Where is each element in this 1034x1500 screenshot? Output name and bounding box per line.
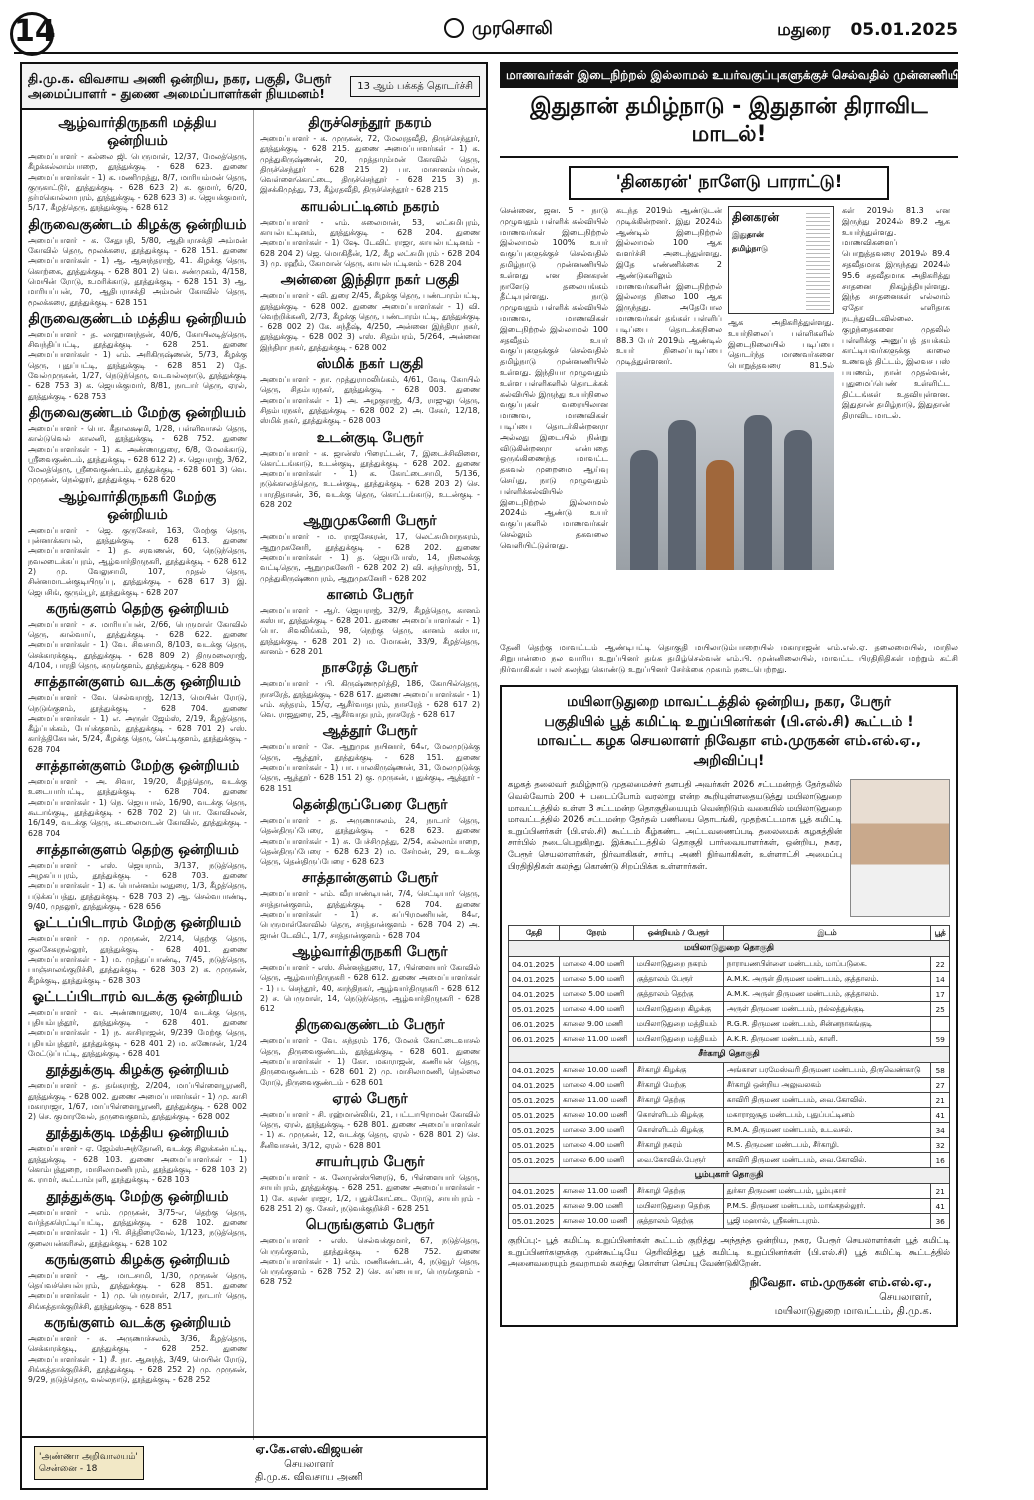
- newspaper-clip: [728, 206, 834, 371]
- table-row: [509, 987, 950, 1002]
- table-cell: 58: [931, 1063, 950, 1078]
- story-column-4: கள் 2019ல் 81.3 என இருந்து 2024ல் 89.2 ஆக உயர்ந்துள்ளது. மாணவிகளைப் பொறுத்தவரை 2019ல் 89.4 சதவீதமாக இருந்தது 2024ல் 95.6 சதவீதமாக அதிகரித்து சாதனை நிகழ்த்தியுள்ளது. இந்த சாதனைகள் எல்லாம் ஏதோ எளிதாக நடந்துவிடவில்லை. குழந்தைகளை முதலில் பள்ளிக்கு அனுப்பத் தயக்கம் காட்டியவர்களுக்கு காலை உணவுத் திட்டம், இலவச பஸ் பயணம், நான் முதல்வன், புதுமைப்பெண் உள்ளிட்ட திட்டங்கள் உதவியுள்ளன. இதுதான் தமிழ்நாடு, இதுதான் திராவிட மாடல்.: [842, 206, 950, 421]
- section-title: திருவைகுண்டம் கிழக்கு ஒன்றியம்: [28, 216, 247, 233]
- section-title: தூத்துக்குடி மேற்கு ஒன்றியம்: [46, 1188, 229, 1205]
- table-row: [509, 1093, 950, 1108]
- table-cell: A.K.R. திருமண மண்டபம், காளி.: [723, 1032, 931, 1047]
- table-group-row: [509, 1168, 950, 1184]
- table-cell: 05.01.2025: [509, 1153, 560, 1168]
- section-text: அமைப்பாளர் - த. லாஹானந்தன், 40/6, கோயிலடித்தெரு, சிவந்திப்பட்டி, தூத்துக்குடி - 628 251. துணை அமைப்பாளர்கள் - 1) எம். அரிகிருஷ்ணன், 5/73, கீழக்கு தெரு, புதுப்பட்டி, தூத்துக்குடி - 628 851 2) தே. வேல்முருகன், 1/27, நெடுந்தெரு, வடவல்லநாடு, தூத்துக்குடி - 628 753 3) க. ஜெயக்குமார், 8/81, நாடார் தெரு, ஏரல், தூத்துக்குடி - 628 753: [28, 329, 247, 401]
- table-cell: சீர்காழி ஒன்றிய அலுவலகம்: [723, 1078, 931, 1093]
- table-cell: 06.01.2025: [509, 1032, 560, 1047]
- table-cell: காலை 10.00 மணி: [559, 1063, 633, 1078]
- appointments-header: [22, 64, 486, 110]
- table-row: [509, 1123, 950, 1138]
- announcement-title: மயிலாடுதுறை மாவட்டத்தில் ஒன்றிய, நகர, பேரூர் பகுதியில் பூத் கமிட்டி உறுப்பினர்கள் (பி.எல்.சி) கூட்டம் ! மாவட்ட கழக செயலாளர் நிவேதா எம்.முருகன் எம்.எல்.ஏ., அறிவிப்பு!: [536, 694, 922, 769]
- table-cell: மயிலாடுதுறை கிழக்கு: [633, 1002, 723, 1017]
- table-cell: மாலை 5.00 மணி: [559, 987, 633, 1002]
- table-cell: அங்காள பரமேஸ்வரி திருமண மண்டபம், திருவெண்காடு: [723, 1063, 931, 1078]
- table-cell: மயிலாடுதுறை மத்தியம்: [633, 1032, 723, 1047]
- continued-badge: 13 ஆம் பக்கத் தொடர்ச்சி: [350, 76, 480, 97]
- section-title: ஓட்டப்பிடாரம் வடக்கு ஒன்றியம்: [32, 988, 243, 1005]
- appointment-section: [28, 674, 247, 755]
- appointments-body: [22, 110, 486, 1440]
- table-cell: 04.01.2025: [509, 957, 560, 972]
- appointment-section: [260, 1217, 480, 1287]
- table-cell: 41: [931, 1199, 950, 1214]
- table-cell: 32: [931, 1138, 950, 1153]
- signer-wing: தி.மு.க. விவசாய அணி: [255, 1472, 363, 1484]
- table-cell: சீர்காழி தெற்கு: [633, 1093, 723, 1108]
- table-row: [509, 1063, 950, 1078]
- table-cell: R.M.A. திருமண மண்டபம், உடவசல்.: [723, 1123, 931, 1138]
- appointment-section: [28, 405, 247, 486]
- section-text: அமைப்பாளர் - வி. துரை 2/45, கீழக்கு தெரு, பண்டாரம்பட்டி, தூத்துக்குடி - 628 002. துணை அமைப்பாளர்கள் - 1) வி. வெற்றிக்கனி, 2/73, கீழக்கு தெரு, பண்டாரம்பட்டி, தூத்துக்குடி - 628 002 2) கே. சந்தீஷ், 4/250, அன்னை இந்திரா நகர், தூத்துக்குடி - 628 002 3) எஸ். சிதம்பரம், 5/264, அன்னை இந்திரா நகர், தூத்துக்குடி - 628 002: [260, 291, 480, 352]
- section-title: காயல்பட்டினம் நகரம்: [300, 198, 440, 215]
- appointment-section: [28, 1252, 247, 1312]
- appointment-section: [260, 513, 480, 583]
- appointment-section: [260, 1154, 480, 1214]
- table-cell: 22: [931, 957, 950, 972]
- section-text: அமைப்பாளர் - க. சேதுபதி, 5/80, ஆதிபராசக்தி அம்மன் கோவில் தெரு, மூலக்கரை, தூத்துக்குடி - 628 151. துணை அமைப்பாளர்கள் - 1) ஆ. ஆனந்தராஜ், 41. கிழக்கு தெரு, கொற்கை, தூத்துக்குடி - 628 801 2) வெ. சண்முகம், 4/158, மெயின் ரோடு, உமரிக்காடு, தூத்துக்குடி - 628 151 3) ஆ. மாரியப்பன், 70, ஆதிபராசக்தி அம்மன் கோவில் தெரு, மூலக்கரை, தூத்துக்குடி - 628 151: [28, 235, 247, 307]
- table-cell: மாலை 4.00 மணி: [559, 1078, 633, 1093]
- table-header: தேதி: [509, 926, 560, 941]
- section-title: கருங்குளம் கிழக்கு ஒன்றியம்: [45, 1251, 230, 1268]
- section-text: அமைப்பாளர் - ம. ராஜசேகரன், 17, லெட்சுமிமாநகரம், ஆறுமுகனேரி, தூத்துக்குடி - 628 202. துணை அமைப்பாளர்கள் - 1) த. ஜெயபோஸ், 14, நிலைக்கு வட்டிதெரு, ஆறுமுகனேரி - 628 202 2) வி. சுந்தர்ராஜ், 51, முத்துகிருஷ்ணாபுரம், ஆறுமுகனேரி - 628 202: [260, 532, 480, 583]
- appointment-section: [260, 660, 480, 720]
- section-title: கருங்குளம் வடக்கு ஒன்றியம்: [44, 1315, 231, 1332]
- photo-caption: தேனி தெற்கு மாவட்டம் ஆண்டிபட்டி தொகுதி மயிலாடும்பாறையில் மகாராஜன் எம்.எல்.ஏ. தலைமையில், மாநில சிறுபான்மை நல வாரிய உறுப்பினர் தங்க தமிழ்செல்வன் எம்.பி. முன்னிலையில், மாவட்ட பிரதிநிதிகள் மற்றும் கட்சி நிர்வாகிகள் பலர் கலந்து கொண்டு உறுப்பினர் சேர்க்கை முகாம் நடைபெற்றது.: [500, 642, 958, 674]
- table-cell: காவிரி திருமண மண்டபம், வை.கோவில்.: [723, 1153, 931, 1168]
- table-cell: சீர்காழி நகரம்: [633, 1138, 723, 1153]
- table-cell: மாலை 6.00 மணி: [559, 1153, 633, 1168]
- table-cell: M.S. திருமண மண்டபம், சீர்காழி.: [723, 1138, 931, 1153]
- table-cell: மயிலாடுதுறை தெற்கு: [633, 1199, 723, 1214]
- appointments-subcolumn-a: [22, 110, 254, 1440]
- table-cell: கொள்ளிடம் கிழக்கு: [633, 1123, 723, 1138]
- table-cell: பூஜி மஹால், ஸ்ரீகண்டபுரம்.: [723, 1214, 931, 1229]
- table-cell: 34: [931, 1123, 950, 1138]
- section-title: திருவைகுண்டம் மத்திய ஒன்றியம்: [28, 310, 247, 327]
- appointment-section: [260, 272, 480, 353]
- table-cell: 06.01.2025: [509, 1017, 560, 1032]
- constituency-name: பூம்புகார் தொகுதி: [509, 1168, 950, 1184]
- table-cell: காலை 9.00 மணி: [559, 1199, 633, 1214]
- table-cell: சீர்காழி மேற்கு: [633, 1078, 723, 1093]
- section-text: அமைப்பாளர் - பொ. கீதாலக்ஷமி, 1/28, பள்ளிவாசல் தெரு, கால்டுவெல் காலனி, தூத்துக்குடி - 628 752. துணை அமைப்பாளர்கள் - 1) க. அண்ணாதுரை, 6/8, மேலக்காடு, ஸ்ரீவைகுண்டம், தூத்துக்குடி - 628 612 2) ச. ஜெயராஜ், 3/62, மேலத்தெரு, ஸ்ரீவைகுண்டம், தூத்துக்குடி - 628 601 3) வெ. முருகன், நெல்லூர், தூத்துக்குடி - 628 620: [28, 423, 247, 485]
- clip-title: இதுதான் தமிழ்நாடு: [732, 229, 768, 253]
- section-text: அமைப்பாளர் - சு. அருணாச்சலம், 3/36, கீழத்தெரு, செக்காரக்குடி, தூத்துக்குடி - 628 252. துணை அமைப்பாளர்கள் - 1) சீ. நா. ஆனந்த், 3/49, மெயின் ரோடு, சிங்கத்தாக்குறிச்சி, தூத்துக்குடி - 628 252 2) மு. முருகன், 9/29, நடுத்தெரு, வல்லநாடு, தூத்துக்குடி - 628 252: [28, 1334, 247, 1385]
- constituency-name: மயிலாடுதுறை தொகுதி: [509, 941, 950, 957]
- table-cell: காலை 9.00 மணி: [559, 1017, 633, 1032]
- clip-text-lines: [806, 210, 830, 310]
- table-cell: நாராயணபிள்ளை மண்டபம், மாப்படுகை.: [723, 957, 931, 972]
- section-text: அமைப்பாளர் - ஆ. மாடசாமி, 1/30, முருகன் தெரு, தெய்வச்செயல்புரம், தூத்துக்குடி - 628 851. துணை அமைப்பாளர்கள் - 1) மு. பெருமாள், 2/17, நாடார் தெரு, சிங்கத்தாக்குறிச்சி, தூத்துக்குடி - 628 851: [28, 1270, 247, 1311]
- table-cell: காலை 11.00 மணி: [559, 1032, 633, 1047]
- section-title: பெருங்குளம் பேரூர்: [305, 1217, 435, 1234]
- appointment-section: [28, 842, 247, 912]
- section-text: அமைப்பாளர் - அ. சிவா, 19/20, கீழத்தெரு, வடக்கு உடையார்பட்டி, தூத்துக்குடி - 628 704. துணை அமைப்பாளர்கள் - 1) நெ. ஜெயபால், 16/90, வடக்கு தெரு, கூடாங்குடி, தூத்துக்குடி - 628 702 2) பொ. கோவிலன், 16/149, வடக்கு தெரு, சுடலைமாடன் கோவில், தூத்துக்குடி - 628 704: [28, 777, 247, 838]
- section-title: ஓட்டப்பிடாரம் மேற்கு ஒன்றியம்: [33, 915, 242, 932]
- table-row: [509, 1199, 950, 1214]
- section-title: கருங்குளம் தெற்கு ஒன்றியம்: [46, 600, 229, 617]
- table-cell: P.M.S. திருமண மண்டபம், மாங்கநல்லூர்.: [723, 1199, 931, 1214]
- table-cell: 04.01.2025: [509, 1063, 560, 1078]
- section-title: தூத்துக்குடி கிழக்கு ஒன்றியம்: [46, 1062, 229, 1079]
- section-text: அமைப்பாளர் - வ. அண்ணாதுரை, 10/4 வடக்கு தெரு, புதியம்புத்தூர், தூத்துக்குடி - 628 401. துணை அமைப்பாளர்கள் - 1) ந. காசிராஜன், 9/239 மேற்கு தெரு, புதியம்புத்தூர், தூத்துக்குடி - 628 401 2) ம. கணேசன், 1/24 மேட்டுப்பட்டி, தூத்துக்குடி - 628 401: [28, 1007, 247, 1058]
- section-title: சாத்தான்குளம் வடக்கு ஒன்றியம்: [34, 674, 241, 691]
- table-cell: 05.01.2025: [509, 1108, 560, 1123]
- table-cell: 04.01.2025: [509, 987, 560, 1002]
- clip-logo: தினகரன்: [732, 210, 779, 224]
- table-cell: 04.01.2025: [509, 1184, 560, 1199]
- section-text: அமைப்பாளர் - ஏ. ஜேம்ஸ்அந்தோனி, வடக்கு சிலுக்கன்பட்டி, தூத்துக்குடி - 628 103. துணை அமைப்பாளர்கள் - 1) கொம்புத்துறை, மாசிலாமணிபுரம், தூத்துக்குடி - 628 103 2) க. ராமர், கூட்டாம்புளி, தூத்துக்குடி - 628 103: [28, 1144, 247, 1185]
- secretary-portrait: [850, 779, 950, 917]
- announcement-signature: நிவேதா. எம்.முருகன் எம்.எல்.ஏ., செயலாளர், மயிலாடுதுறை மாவட்டம், தி.மு.க.: [749, 1274, 932, 1317]
- table-row: [509, 1153, 950, 1168]
- section-title: ஆழ்வார்திருநகரி பேரூர்: [292, 943, 448, 960]
- section-title: திருவைகுண்டம் பேரூர்: [295, 1017, 445, 1034]
- table-group-row: [509, 941, 950, 957]
- table-header: ஒன்றியம் / பேரூர்: [633, 926, 723, 941]
- table-header: இடம்: [723, 926, 931, 941]
- table-cell: மாலை 4.00 மணி: [559, 1002, 633, 1017]
- page-number: 14: [14, 14, 56, 49]
- section-title: தென்திருப்பேரை பேரூர்: [292, 796, 448, 813]
- appointment-section: [28, 601, 247, 671]
- signer-name: ஏ.கே.எஸ்.விஜயன்: [255, 1442, 363, 1457]
- section-text: அமைப்பாளர் - கல்லை ஜி. பெருமாள், 12/37, மேலத்தெரு, கீழக்கல்லாம்பாறை, தூத்துக்குடி - 628 623. துணை அமைப்பாளர்கள் - 1) க. மணிமுத்து, 8/7, மாரியம்மன் தெரு, குருகாட்டூர், தூத்துக்குடி - 628 623 2) க. குமார், 6/20, தர்மகொல்லாபுரம், தூத்துக்குடி - 628 623 3) ச. ஜெயக்குமார், 5/17, கீழத்தெரு, தூத்துக்குடி - 628 612: [28, 152, 247, 213]
- table-cell: 14: [931, 972, 950, 987]
- table-cell: சீர்காழி கிழக்கு: [633, 1063, 723, 1078]
- section-text: அமைப்பாளர் - எஸ். சின்னத்துரை, 17, பிள்ளையார் கோவில் தெரு, ஆழ்வார்திருநகரி - 628 612. துணை அமைப்பாளர்கள் - 1) ப. செந்தூர், 40, காந்திநகர், ஆழ்வார்திருநகரி - 628 612 2) ச. பெருமாள், 14, நெடுந்தெரு, ஆழ்வார்திருநகரி - 628 612: [260, 962, 480, 1014]
- section-title: கானம் பேரூர்: [326, 586, 414, 603]
- table-row: [509, 957, 950, 972]
- table-row: [509, 1078, 950, 1093]
- section-title: சாத்தான்குளம் தெற்கு ஒன்றியம்: [36, 841, 239, 858]
- news-column: [500, 62, 1034, 1327]
- section-title: ஸ்மிக் நகர் பகுதி: [316, 356, 424, 373]
- section-title: உடன்குடி பேரூர்: [316, 429, 424, 446]
- edition-info: [757, 20, 958, 42]
- story-column-1: சென்னை, ஜன. 5 - நாடு முழுவதும் பள்ளிக் கல்வியில் மாணவர்கள் இடைநிற்றல் இல்லாமல் 100% உயர் வகுப்புகளுக்குச் செல்வதில் தமிழ்நாடு முன்னணியில் உள்ளது என தினகரன் நாளேடு தலையங்கம் தீட்டியுள்ளது. நாடு முழுவதும் பள்ளிக் கல்வியில் மாணவ, மாணவிகள் இடைநிற்றல் இல்லாமல் 100 சதவீதம் உயர் வகுப்புகளுக்குச் செல்வதில் தமிழ்நாடு முன்னணியில் உள்ளது. இந்தியா முழுவதும் உள்ள பள்ளிகளில் தொடக்கக் கல்வியில் இருந்து உயர்நிலை வகுப்புகள் வரையிலான மாணவ, மாணவிகள் படிப்பை தொடர்கின்றனரா அல்லது இடையில் நின்று விடுகின்றனரா என்பதை ஒருங்கிணைந்த மாவட்ட தகவல் முறைமை ஆய்வு செய்து, நாடு முழுவதும் பள்ளிக்கல்வியில் இடைநிற்றல் இல்லாமல் 2024ம் ஆண்டு உயர் வகுப்புகளில் மாணவர்கள் செல்லும் தகவலை வெளியிட்டுள்ளது.: [500, 206, 608, 550]
- appointment-section: [260, 797, 480, 867]
- appointment-section: [260, 115, 480, 196]
- appointment-section: [260, 1091, 480, 1151]
- story-column-3: ஆக அதிகரித்துள்ளது. உயர்நிலைப் பள்ளிகளில் இடைநிலையில் படிப்பை தொடர்ந்த மாணவர்களை பொறுத்தவரை 81.5ல்: [728, 318, 834, 371]
- table-row: [509, 1108, 950, 1123]
- table-cell: 05.01.2025: [509, 1002, 560, 1017]
- table-row: [509, 1138, 950, 1153]
- page-header: [14, 12, 958, 54]
- section-text: அமைப்பாளர் - க. முருகன், 72, மேலரதவீதி, திருச்செந்தூர், தூத்துக்குடி - 628 215. துணை அமைப்பாளர்கள் - 1) க. முத்துகிருஷ்ணன், 20, முத்தாரம்மன் கோவில் தெரு, திருச்செந்தூர் - 628 215 2) பா. மாசானம்பர்மன், வெள்ளைகொட்டை, திருச்செந்தூர் - 628 215 3) ந. இசக்கிமுத்து, 73, கீழ்ரதவீதி, திருச்செந்தூர் - 628 215: [260, 134, 480, 195]
- top-banner: மாணவர்கள் இடைநிற்றல் இல்லாமல் உயர்வகுப்புகளுக்குச் செல்வதில் முன்னணியில் தமிழ்நாடு!: [500, 62, 958, 88]
- table-cell: துர்கா திருமண மண்டபம், பூம்புகார்: [723, 1184, 931, 1199]
- table-cell: காலை 10.00 மணி: [559, 1214, 633, 1229]
- event-photo: [616, 372, 834, 570]
- section-title: சாயர்புரம் பேரூர்: [315, 1154, 425, 1171]
- table-cell: வை.கோவில்.பேரூர்: [633, 1153, 723, 1168]
- table-row: [509, 1214, 950, 1229]
- table-cell: 21: [931, 1184, 950, 1199]
- appointment-section: [28, 989, 247, 1059]
- appointment-section: [28, 1125, 247, 1185]
- section-title: ஆறுமுகனேரி பேரூர்: [303, 513, 437, 530]
- section-title: தூத்துக்குடி மத்திய ஒன்றியம்: [46, 1125, 229, 1142]
- appointment-section: [28, 311, 247, 402]
- appointment-section: [260, 723, 480, 793]
- section-text: அமைப்பாளர் - எஸ். ஜெயராம், 3/137, நடுத்தெரு, அழகப்பபுரம், தூத்துக்குடி - 628 703. துணை அமைப்பாளர்கள் - 1) க. பொன்னம்பலதுரை, 1/3, கீழத்தெரு, படுக்கப்பத்து, தூத்துக்குடி - 628 703 2) ஆ. செல்வபாண்டி, 9/40, முதலூர், தூத்துக்குடி - 628 656: [28, 860, 247, 912]
- table-cell: 21: [931, 1093, 950, 1108]
- table-cell: காவிரி திருமண மண்டபம், வை.கோவில்.: [723, 1093, 931, 1108]
- section-text: அமைப்பாளர் - க. லோரன்ஸ்பிரைடு, 6, பிள்ளையார் தெரு, சாயர்புரம், தூத்துக்குடி - 628 251. துணை அமைப்பாளர்கள் - 1) சே. கரண் ராஜா, 1/2, புதுக்கோட்டை ரோடு, சாயர்புரம் - 628 251 2) கு. சேகர், நடுவக்குறிச்சி - 628 251: [260, 1173, 480, 1213]
- section-text: அமைப்பாளர் - மு. முருகன், 2/214, தெற்கு தெரு, குலசேகரநல்லூர், தூத்துக்குடி - 628 401. துணை அமைப்பாளர்கள் - 1) ம. முத்துப்பாண்டி, 7/45, நடுத்தெரு, பாஞ்சாலங்குறிச்சி, தூத்துக்குடி - 628 303 2) க. முருகன், கீழக்குடி, தூத்துக்குடி - 628 303: [28, 934, 247, 985]
- appointment-section: [28, 1315, 247, 1385]
- appointment-section: [28, 1189, 247, 1249]
- appointment-section: [28, 489, 247, 598]
- table-cell: 16: [931, 1153, 950, 1168]
- table-cell: 05.01.2025: [509, 1214, 560, 1229]
- section-text: அமைப்பாளர் - த. அருணாசலம், 24, நாடார் தெரு, தென்திருப்பேரை, தூத்துக்குடி - 628 623. துணை அமைப்பாளர்கள் - 1) சு. பேச்சிமுத்து, 2/54, கல்லாம்பாறை, தென்திருப்பேரை - 628 623 2) ம. சேர்மன், 29, வடக்கு தெரு, தென்திருப்பேரை - 628 623: [260, 815, 480, 867]
- table-cell: 59: [931, 1032, 950, 1047]
- section-text: அமைப்பாளர் - சே. ஆறுமுக நயினார், 64எ, மேலமுடுக்கு தெரு, ஆத்தூர், தூத்துக்குடி - 628 151. துணை அமைப்பாளர்கள் - 1) பா. பாலகிருஷ்ணன், 31, மேலமுடுக்கு தெரு, ஆத்தூர் - 628 151 2) கு. முருகன், புதுக்குடி, ஆத்தூர் - 628 151: [260, 742, 480, 793]
- story-middle-text: [616, 206, 834, 371]
- masthead: முரசொலி: [444, 18, 553, 41]
- section-title: ஆத்தூர் பேரூர்: [322, 723, 418, 740]
- section-text: அமைப்பாளர் - த. தங்கராஜ், 2/204, மாப்பிள்ளையூரணி, தூத்துக்குடி - 628 002. துணை அமைப்பாளர்கள் - 1) மு. காசி மகாராஜா, 1/67, மாப்பிள்ளையூரணி, தூத்துக்குடி - 628 002 2) செ. குமாரவேல், தருவைகுளம், தூத்துக்குடி - 628 002: [28, 1081, 247, 1122]
- murasoli-logo-icon: [444, 18, 464, 38]
- appointment-section: [260, 199, 480, 269]
- table-cell: 17: [931, 987, 950, 1002]
- table-cell: கொள்ளிடம் கிழக்கு: [633, 1108, 723, 1123]
- section-title: திருச்செந்தூர் நகரம்: [308, 115, 432, 131]
- table-cell: [931, 1017, 950, 1032]
- table-group-row: [509, 1047, 950, 1063]
- table-cell: A.M.K. அருள் திருமண மண்டபம், குத்தாலம்.: [723, 987, 931, 1002]
- section-text: அமைப்பாளர் - எம். சுலைமான், 53, லட்சுமிபுரம், காயல்பட்டினம், தூத்துக்குடி - 628 204. துணை அமைப்பாளர்கள் - 1) ஷே. டேவிட் ராஜா, காயல்பட்டினம் - 628 204 2) ஜெ. மொகிதீன், 1/2, கீழ லட்சுமிபுரம் - 628 204 3) மு. ரஹீம், கோமான் தெரு, காயல்பட்டினம் - 628 204: [260, 217, 480, 268]
- section-text: அமைப்பாளர் - எம். வீரபாண்டியன், 7/4, செட்டியார் தெரு, சாத்தான்குளம், தூத்துக்குடி - 628 704. துணை அமைப்பாளர்கள் - 1) ச. சுப்பிரமணியன், 84எ, பெருமாள்கோவில் தெரு, சாத்தான்குளம் - 628 704 2) அ. ஜான் டேவிட், 1/7, சாத்தான்குளம் - 628 704: [260, 889, 480, 940]
- section-text: அமைப்பாளர் - வே. செல்வராஜ், 12/13, மெயின் ரோடு, நெடுங்குளம், தூத்துக்குடி - 628 704. துணை அமைப்பாளர்கள் - 1) எ. அருள் ஜேம்ஸ், 2/19, கீழத்தெரு, கீழ்ப்பக்கம், பேய்க்குளம், தூத்துக்குடி - 628 701 2) எஸ். கார்த்திகேயன், 5/24, கீழக்கு தெரு, செட்டிகுளம், தூத்துக்குடி - 628 704: [28, 693, 247, 754]
- table-cell: 05.01.2025: [509, 1199, 560, 1214]
- section-title: ஆழ்வார்திருநகரி மேற்கு ஒன்றியம்: [58, 488, 217, 523]
- table-cell: 27: [931, 1078, 950, 1093]
- section-title: அன்னை இந்திரா நகர் பகுதி: [280, 272, 460, 289]
- section-text: அமைப்பாளர் - பி. கிருஷ்ணமூர்த்தி, 186, கோயில்தெரு, நாசரேத், தூத்துக்குடி - 628 617. துணை அமைப்பாளர்கள் - 1) எம். சுந்தரம், 15/ஏ, ஆசீர்வாதபுரம், நாசரேத் - 628 617 2) வெ. ராஜதுரை, 25, ஆசீர்வாதபுரம், நாசரேத் - 628 617: [260, 679, 480, 720]
- section-title: ஏரல் பேரூர்: [332, 1090, 408, 1107]
- appointments-signature: [22, 1436, 486, 1488]
- appointment-section: [28, 1062, 247, 1122]
- edition-city: மதுரை: [777, 20, 831, 40]
- appointment-section: [28, 217, 247, 308]
- announcement-signer: நிவேதா. எம்.முருகன் எம்.எல்.ஏ.,: [749, 1274, 932, 1289]
- table-cell: R.G.R. திருமண மண்டபம், சின்னநாகங்குடி: [723, 1017, 931, 1032]
- edition-date: 05.01.2025: [850, 20, 958, 40]
- table-cell: மகாராஜசூத மண்டபம், புதுப்பட்டினம்: [723, 1108, 931, 1123]
- appointments-headline: தி.மு.க. விவசாய அணி ஒன்றிய, நகர, பகுதி, பேரூர் அமைப்பாளர் - துணை அமைப்பாளர்கள் நியமனம்!: [28, 71, 332, 101]
- appointment-section: [28, 758, 247, 839]
- table-cell: மாலை 4.00 மணி: [559, 957, 633, 972]
- section-title: ஆழ்வார்திருநகரி மத்திய ஒன்றியம்: [58, 115, 217, 149]
- table-cell: மயிலாடுதுறை மத்தியம்: [633, 1017, 723, 1032]
- table-cell: 04.01.2025: [509, 972, 560, 987]
- table-cell: குத்தாலம் தெற்கு: [633, 987, 723, 1002]
- appointment-section: [260, 870, 480, 940]
- section-text: அமைப்பாளர் - க. ஜான்ஸ் பிரைட்டன், 7, இடைச்சிவிளை, கொட்டங்காடு, உடன்குடி, தூத்துக்குடி - 628 202. துணை அமைப்பாளர்கள் - 1) க. கோட்டைசாமி, 5/136, நடுக்காலத்தெரு, உடன்குடி, தூத்துக்குடி - 628 203 2) செ. பாரதிதாசன், 36, வடக்கு தெரு, கொட்டங்காடு, உடன்குடி - 628 202: [260, 448, 480, 510]
- story-column-2: கடந்த 2019ம் ஆண்டுடன் முடிக்கின்றனர். இது 2024ம் ஆண்டில் இடைநிற்றல் இல்லாமல் 100 ஆக வளர்ச்சி அடைந்துள்ளது. இதே எண்ணிக்கை 2 ஆண்டுகளிலும் மாணவர்களின் இடைநிற்றல் இல்லாத நிலை 100 ஆக இருந்தது. அதேபோல மாணவர்கள் தங்கள் பள்ளிப் படிப்பை தொடக்கநிலை 88.3 பேர் 2019ம் ஆண்டில் உயர் நிலைப்படிப்பை முடித்துள்ளனர்.: [616, 206, 722, 367]
- table-cell: மாலை 5.00 மணி: [559, 972, 633, 987]
- section-text: அமைப்பாளர் - எஸ். செல்வக்குமார், 67, நடுத்தெரு, பெருங்குளம், தூத்துக்குடி - 628 752. துணை அமைப்பாளர்கள் - 1) எம். மணிகண்டன், 4, நடுவூர் தெரு, பெருங்குளம் - 628 752 2) செ. சுப்பையா, பெருங்குளம் - 628 752: [260, 1236, 480, 1287]
- appointment-section: [260, 430, 480, 511]
- announcement-box: [500, 685, 958, 1327]
- section-text: அமைப்பாளர் - எம். முருகன், 3/75-எ, தெற்கு தெரு, வர்த்தகரெட்டிப்பட்டி, தூத்துக்குடி - 628 102. துணை அமைப்பாளர்கள் - 1) பி. சித்திரைவேல், 1/123, நடுத்தெரு, குலையன்கரிசல், தூத்துக்குடி - 628 102: [28, 1207, 247, 1248]
- table-row: [509, 1184, 950, 1199]
- table-cell: குத்தாலம் தெற்கு: [633, 1214, 723, 1229]
- table-cell: மாலை 4.00 மணி: [559, 1138, 633, 1153]
- section-title: நாசரேத் பேரூர்: [321, 660, 418, 677]
- praise-subhead: 'தினகரன்' நாளேடு பாராட்டு!: [569, 166, 889, 200]
- table-cell: 05.01.2025: [509, 1138, 560, 1153]
- table-header: பூத்: [931, 926, 950, 941]
- signer-role: செயலாளர்: [284, 1458, 334, 1470]
- table-cell: மயிலாடுதுறை நகரம்: [633, 957, 723, 972]
- section-title: திருவைகுண்டம் மேற்கு ஒன்றியம்: [28, 404, 247, 421]
- appointment-section: [260, 944, 480, 1014]
- table-cell: காலை 11.00 மணி: [559, 1184, 633, 1199]
- table-cell: குத்தாலம் பேரூர்: [633, 972, 723, 987]
- table-header: நேரம்: [559, 926, 633, 941]
- table-cell: அருள் திருமண மண்டபம், நல்லத்துக்குடி: [723, 1002, 931, 1017]
- table-cell: A.M.K. அருள் திருமண மண்டபம், குத்தாலம்.: [723, 972, 931, 987]
- section-text: அமைப்பாளர் - ஜெ. குருசேகர், 163, மேற்கு தெரு, புன்னாக்காயல், தூத்துக்குடி - 628 613. துணை அமைப்பாளர்கள் - 1) த. சரவணன், 60, நெடுந்தெரு, நவலடைக்கப்புரம், ஆழ்வார்திருநகரி, தூத்துக்குடி - 628 612 2) மு. வேலுசாமி, 107, முதல் தெரு, சின்னமாடன்குடியிருப்பு, தூத்துக்குடி - 628 617 3) இ. ஜெபசிங், குரும்பூர், தூத்துக்குடி - 628 207: [28, 525, 247, 597]
- section-text: அமைப்பாளர் - வே. சுந்தரம் 176, மேலக் கோட்டைவாசல் தெரு, திருவைகுண்டம், தூத்துக்குடி - 628 601. துணை அமைப்பாளர்கள் - 1) கோ. மகாராஜன், கணியன் தெரு, திருவைகுண்டம் - 628 601 2) மு. மாசிலாமணி, நெல்லை ரோடு, திருவைகுண்டம் - 628 601: [260, 1036, 480, 1087]
- table-cell: 41: [931, 1108, 950, 1123]
- appointment-section: [28, 915, 247, 985]
- story-middle: [616, 206, 834, 642]
- section-title: சாத்தான்குளம் மேற்கு ஒன்றியம்: [35, 758, 240, 775]
- table-cell: 25: [931, 1002, 950, 1017]
- meeting-schedule-table: [508, 925, 950, 1229]
- address-box: 'அண்ணா அறிவாலயம்' சென்னை - 18: [34, 1446, 144, 1480]
- table-cell: சீர்காழி தெற்கு: [633, 1184, 723, 1199]
- table-cell: 05.01.2025: [509, 1123, 560, 1138]
- table-cell: மாலை 3.00 மணி: [559, 1123, 633, 1138]
- section-text: அமைப்பாளர் - ஆர். ஜெயராஜ், 32/9, கீழத்தெரு, கானம் கஸ்பா, தூத்துக்குடி - 628 201. துணை அமைப்பாளர்கள் - 1) பொ. சிவலிங்கம், 98, நெற்கு தெரு, கானம் கஸ்பா, தூத்துக்குடி - 628 201 2) ம. மோகன், 33/9, கீழத்தெரு, கானம் - 628 201: [260, 605, 480, 656]
- table-row: [509, 1002, 950, 1017]
- appointments-subcolumn-b: [254, 110, 486, 1440]
- section-text: அமைப்பாளர் - சி. ரஹ்மான்லிங், 21, பட்டாபிராமன் கோவில் தெரு, ஏரல், தூத்துக்குடி - 628 801. துணை அமைப்பாளர்கள் - 1) சு. முருகன், 12, வடக்கு தெரு, ஏரல் - 628 801 2) செ. சீனிவாசன், 3/12, ஏரல் - 628 801: [260, 1109, 480, 1150]
- appointment-section: [260, 356, 480, 426]
- constituency-name: சீர்காழி தொகுதி: [509, 1047, 950, 1063]
- announcement-text: கழகத் தலைவர் தமிழ்நாடு முதலமைச்சர் தளபதி அவர்கள் 2026 சட்டமன்றத் தேர்தலில் வெல்வோம் 200 + படைப்போம் வரலாறு என்ற கூறியுள்ளதையடுத்து மயிலாடுதுறை மாவட்டத்தில் உள்ள 3 சட்டமன்ற தொகுதியையும் வென்றிடும் வகையில் மயிலாடுதுறை மாவட்டத்தில் 2026 சட்டமன்ற தேர்தல் பணியை தொடங்கி, முதற்கட்டமாக பூத் கமிட்டி உறுப்பினர்கள் (பி.எல்.சி) கூட்டம் கீழ்கண்ட அட்டவணைப்படி தலைமைக் கழகத்தின் சார்பில் நடைபெறுகிறது. இக்கூட்டத்தில் தொகுதி பார்வையாளர்கள், ஒன்றிய, நகர, பேரூர் செயலாளர்கள், நிர்வாகிகள், சார்பு அணி நிர்வாகிகள், உள்ளாட்சி அமைப்பு பிரதிநிதிகள் கலந்து கொண்டு சிறப்பிக்க உள்ளார்கள்.: [508, 779, 842, 871]
- signer: [144, 1441, 474, 1485]
- main-headline: இதுதான் தமிழ்நாடு - இதுதான் திராவிட மாடல்!: [500, 94, 958, 158]
- table-row: [509, 1032, 950, 1047]
- table-row: [509, 972, 950, 987]
- section-text: அமைப்பாளர் - நா. முத்துராமலிங்கம், 4/61, வேடி கோயில் தெரு, சிதம்பரநகர், தூத்துக்குடி - 628 003. துணை அமைப்பாளர்கள் - 1) அ. அழகுராஜ், 4/3, ராஜுலு தெரு, சிதம்பரநகர், தூத்துக்குடி - 628 002 2) அ. சேகர், 12/18, ஸ்மிக் நகர், தூத்துக்குடி - 628 003: [260, 375, 480, 426]
- news-story: [500, 206, 958, 642]
- table-cell: காலை 10.00 மணி: [559, 1108, 633, 1123]
- table-cell: 05.01.2025: [509, 1093, 560, 1108]
- section-text: அமைப்பாளர் - ச. மாரியப்பன், 2/66, பெருமாள் கோவில் தெரு, கால்வாய், தூத்துக்குடி - 628 622. துணை அமைப்பாளர்கள் - 1) வே. சிவசாமி, 8/103, வடக்கு தெரு, செக்காரக்குடி, தூத்துக்குடி - 628 809 2) திருமலைராஜ், 4/104, பாரதி தெரு, கருங்குளம், தூத்துக்குடி - 628 809: [28, 619, 247, 670]
- section-title: சாத்தான்குளம் பேரூர்: [301, 870, 439, 887]
- table-row: [509, 1017, 950, 1032]
- table-cell: 04.01.2025: [509, 1078, 560, 1093]
- table-cell: 36: [931, 1214, 950, 1229]
- appointment-section: [260, 1017, 480, 1087]
- appointment-section: [260, 587, 480, 657]
- table-cell: காலை 11.00 மணி: [559, 1093, 633, 1108]
- announcement-note: குறிப்பு:- பூத் கமிட்டி உறுப்பினர்கள் கூட்டம் குறித்து அந்தந்த ஒன்றிய, நகர, பேரூர் செயலாளர்கள் பூத் கமிட்டி உறுப்பினர்களுக்கு முன்கூட்டியே தெரிவித்து பூத் கமிட்டி உறுப்பினர்கள் (பி.எல்.சி) பூத் கமிட்டி கூட்டத்தில் அனைவரையும் தவறாமல் கலந்து கொள்ள செய்யு வேண்டுகிறேன்.: [508, 1235, 950, 1269]
- appointment-section: [28, 115, 247, 214]
- appointments-column: [20, 62, 488, 1490]
